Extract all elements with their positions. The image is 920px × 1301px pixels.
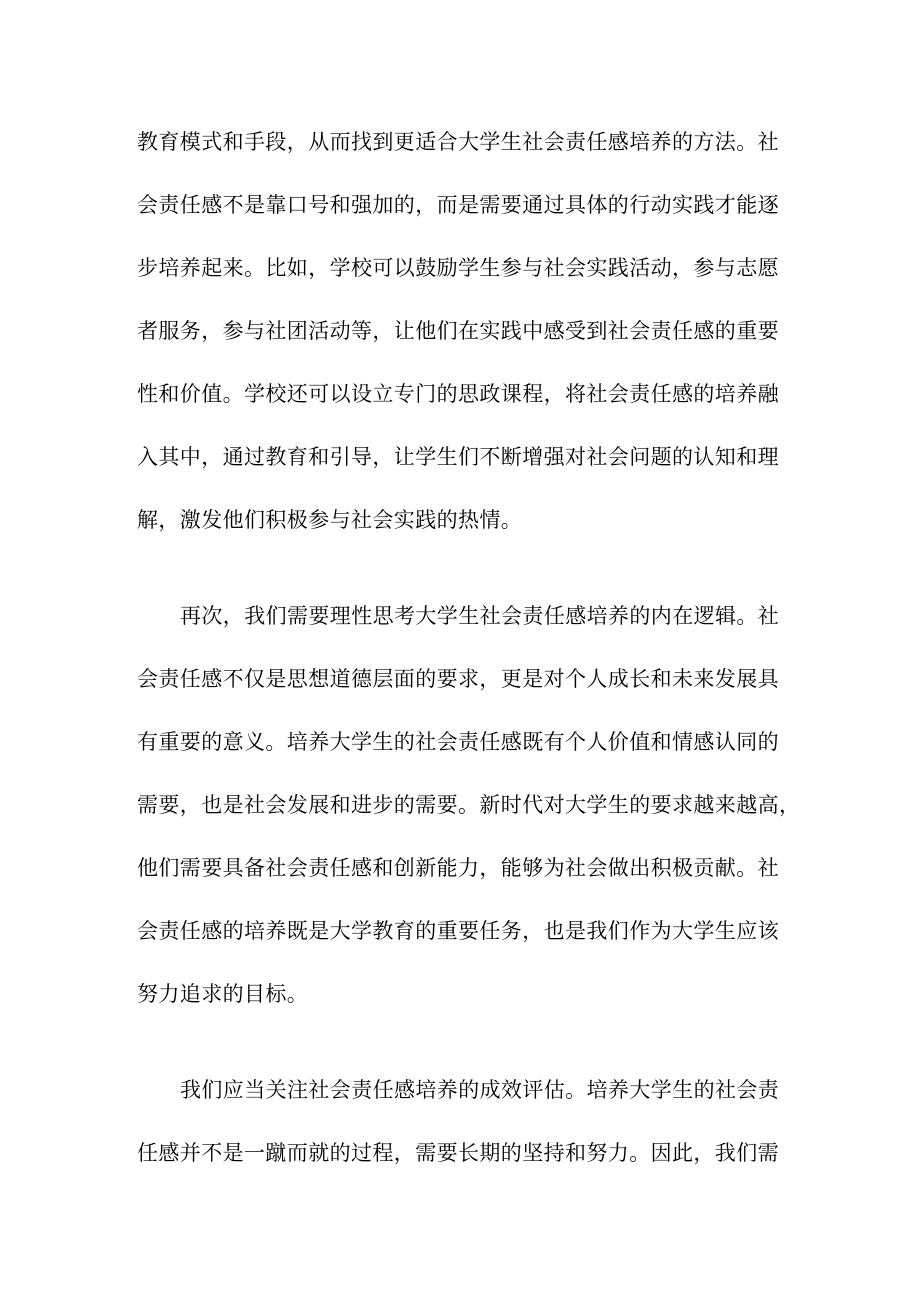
- text-line: 性和价值。学校还可以设立专门的思政课程，将社会责任感的培养融: [137, 382, 779, 406]
- text-line: 会责任感不是靠口号和强加的，而是需要通过具体的行动实践才能逐: [137, 193, 779, 217]
- text-line: 解，激发他们积极参与社会实践的热情。: [137, 508, 523, 532]
- text-line: 我们应当关注社会责任感培养的成效评估。培养大学生的社会责: [180, 1078, 780, 1102]
- text-line: 会责任感不仅是思想道德层面的要求，更是对个人成长和未来发展具: [137, 667, 779, 691]
- text-line: 教育模式和手段，从而找到更适合大学生社会责任感培养的方法。社: [137, 130, 779, 154]
- text-line: 任感并不是一蹴而就的过程，需要长期的坚持和努力。因此，我们需: [137, 1141, 779, 1165]
- text-line: 努力追求的目标。: [137, 982, 309, 1006]
- text-line: 会责任感的培养既是大学教育的重要任务，也是我们作为大学生应该: [137, 919, 779, 943]
- text-line: 需要，也是社会发展和进步的需要。新时代对大学生的要求越来越高，: [137, 793, 801, 817]
- text-line: 入其中，通过教育和引导，让学生们不断增强对社会问题的认知和理: [137, 445, 779, 469]
- text-line: 步培养起来。比如，学校可以鼓励学生参与社会实践活动，参与志愿: [137, 256, 779, 280]
- text-line: 有重要的意义。培养大学生的社会责任感既有个人价值和情感认同的: [137, 730, 779, 754]
- text-line: 他们需要具备社会责任感和创新能力，能够为社会做出积极贡献。社: [137, 856, 779, 880]
- text-line: 再次，我们需要理性思考大学生社会责任感培养的内在逻辑。社: [180, 604, 780, 628]
- text-line: 者服务，参与社团活动等，让他们在实践中感受到社会责任感的重要: [137, 319, 779, 343]
